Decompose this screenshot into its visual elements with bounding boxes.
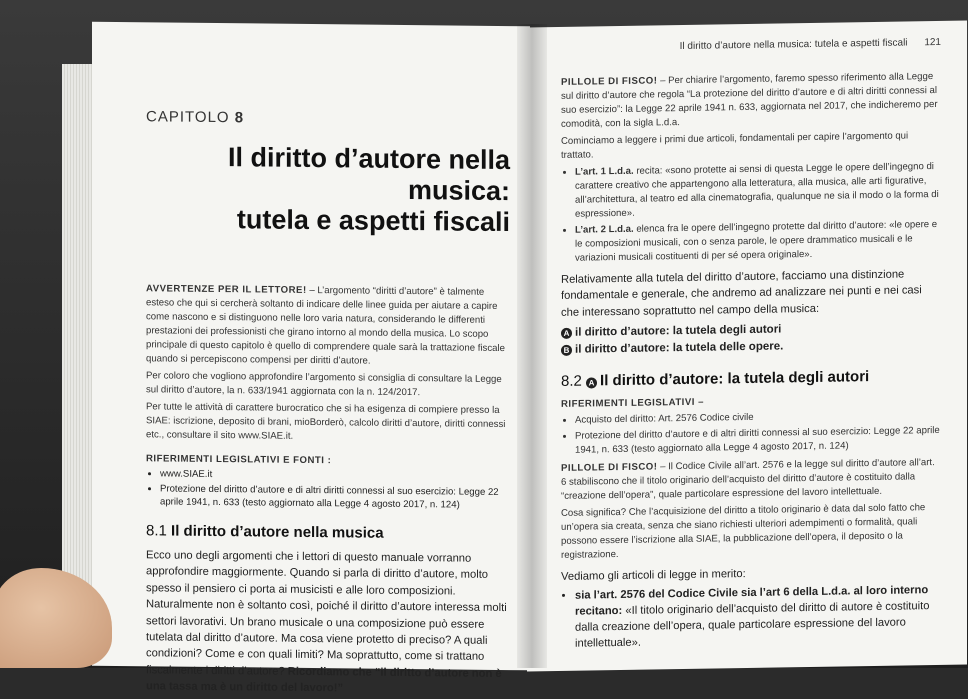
chapter-label bbox=[146, 108, 510, 129]
letter-a-icon: A bbox=[561, 328, 572, 339]
tax-tips-2-heading: PILLOLE DI FISCO! bbox=[561, 461, 658, 475]
warning-heading: AVVERTENZE PER IL LETTORE! bbox=[146, 283, 307, 296]
point-list bbox=[561, 319, 941, 359]
refs-item: • www.SIAE.it bbox=[160, 467, 510, 484]
running-head-title: Il diritto d’autore nella musica: tutela e aspetti fiscali bbox=[679, 37, 908, 53]
intro-paragraph: Relativamente alla tutela del diritto d’autore, facciamo una distinzione fondamentale e generale, che andremo ad analizzare nei punti e nei casi che interessano soprattutto nel campo della musica: bbox=[561, 268, 922, 319]
letter-b-icon: B bbox=[561, 345, 572, 356]
tax-tips-box bbox=[561, 70, 941, 266]
chapter-number: 8 bbox=[234, 109, 245, 127]
left-page bbox=[92, 22, 530, 695]
point-a: A il diritto d’autore: la tutela degli autori bbox=[561, 319, 941, 342]
highlight-quote: Ricordiamo che “il diritto d’autore non è una tassa ma è un diritto del lavoro!” bbox=[146, 665, 502, 695]
chapter-title-line2: tutela e aspetti fiscali bbox=[236, 204, 510, 238]
tax-tips-2-paragraph: PILLOLE DI FISCO! – Il Codice Civile all’art. 2576 e la legge sul diritto d’autore all’art. 6 stabiliscono che il titolo originario dell’acquisto del diritto d’autore è costituito dalla “creazione dell’opera”, quale particolare espressione del lavoro intellettuale. bbox=[561, 457, 935, 503]
chapter-title-line1: Il diritto d’autore nella musica: bbox=[227, 142, 510, 207]
warning-paragraph-2: Per coloro che vogliono approfondire l’argomento si consiglia di consultare la Legge sul diritto d’autore, la n. 633/1941 aggiornata con la n. 124/2017. bbox=[146, 370, 502, 399]
legislative-references bbox=[146, 452, 510, 512]
refs-item: • Protezione del diritto d’autore e di altri diritti connessi al suo esercizio: Legge 22 aprile 1941, n. 633 (testo aggiornato alla Legge 4 agosto 2017, n. 124) bbox=[160, 482, 510, 512]
refs-heading: RIFERIMENTI LEGISLATIVI E FONTI : bbox=[146, 453, 332, 467]
articles-list bbox=[561, 160, 941, 266]
refs-item: • Protezione del diritto d’autore e di altri diritti connessi al suo esercizio: Legge 22 aprile 1941, n. 633 (testo aggiornato alla Legge 4 agosto 2017, n. 124) bbox=[575, 424, 941, 458]
see-articles: Vediamo gli articoli di legge in merito: bbox=[561, 568, 746, 584]
letter-a-icon: A bbox=[586, 378, 597, 389]
article-quote-item: • sia l’art. 2576 del Codice Civile sia l’art 6 della L.d.a. al loro interno recitano: «Il titolo originario dell’acquisto del diritto di autore è costituito dalla creazione dell’opera, quale particolare espressione del lavoro intellettuale». bbox=[575, 582, 941, 652]
refs-list bbox=[146, 467, 510, 512]
article-2-item: • L’art. 2 L.d.a. elenca fra le opere dell’ingegno protette dal diritto d’autore: «le opere e le composizioni musicali, con o senza parole, le opere drammatico musicali e le variazioni musicali costituenti di per sé opera originale». bbox=[575, 218, 941, 266]
section-body: Ecco uno degli argomenti che i lettori di questo manuale vorranno approfondire maggiormente. Quando si parla di diritto d’autore, molto spesso il pensiero ci porta ai musicisti e alle loro composizioni. Naturalmente non è soltanto così, poiché il diritto d’autore interessa molti settori lavorativi. Un brano musicale o una composizione può essere tutelata dal diritto d’autore. Ma cosa viene protetto di preciso? A quali condizioni? Come e con quali limiti? Ma soprattutto, come si trattano fiscalmente i diritti d’autore? Ricordiamo che “il diritto d’autore non è una tassa ma è un diritto del lavoro!” bbox=[146, 549, 507, 695]
refs-heading-2: RIFERIMENTI LEGISLATIVI – bbox=[561, 396, 704, 411]
running-header bbox=[561, 37, 941, 54]
warning-paragraph-3: Per tutte le attività di carattere burocratico che si ha esigenza di compiere presso la SIAE: iscrizione, deposito di brani, mioBorderò, calcolo diritti d’autore, diritti connessi etc., consultare il sito www.SIAE.it. bbox=[146, 401, 506, 442]
chapter-word: CAPITOLO bbox=[146, 108, 230, 127]
right-page bbox=[527, 21, 967, 672]
section-heading-8-1: 8.1 Il diritto d’autore nella musica bbox=[146, 522, 384, 542]
tax-tips-heading: PILLOLE DI FISCO! bbox=[561, 75, 658, 88]
book-gutter bbox=[517, 24, 547, 668]
legislative-references-2 bbox=[561, 392, 941, 458]
reader-warning bbox=[146, 282, 510, 446]
tax-tips-paragraph: PILLOLE DI FISCO! – Per chiarire l’argomento, faremo spesso riferimento alla Legge sul diritto d’autore che regola “La protezione del diritto d’autore e di altri diritti connessi al suo esercizio”: la Legge 22 aprile 1941 n. 633, aggiornata nel 2017, che indicheremo per comodità, con la sigla L.d.a. bbox=[561, 71, 938, 130]
refs-item: • Acquisto del diritto: Art. 2576 Codice civile bbox=[575, 408, 941, 428]
page-number: 121 bbox=[924, 36, 941, 49]
tax-tips-2-paragraph-2: Cosa significa? Che l’acquisizione del diritto a titolo originario è data dal solo fatto che un’opera sia creata, senza che siano richiesti ulteriori adempimenti o formalità, quali possono essere l’iscrizione alla SIAE, la pubblicazione dell’opera, il deposito o la registrazione. bbox=[561, 502, 926, 562]
article-1-item: • L’art. 1 L.d.a. recita: «sono protette ai sensi di questa Legge le opere dell’ingegno di carattere creativo che appartengono alla letteratura, alla musica, alle arti figurative, all’architettura, al teatro ed alla cinematografia, qualunque ne sia il modo o la forma di espressione». bbox=[575, 160, 941, 222]
open-book bbox=[62, 24, 941, 695]
refs-list-2 bbox=[561, 408, 941, 458]
tax-tips-paragraph-2: Cominciamo a leggere i primi due articoli, fondamentali per capire l’argomento qui trattato. bbox=[561, 130, 909, 161]
article-quote-list bbox=[561, 582, 941, 652]
section-heading-8-2: 8.2 A Il diritto d’autore: la tutela degli autori bbox=[561, 368, 870, 391]
warning-paragraph-1: AVVERTENZE PER IL LETTORE! – L’argomento “diritti d’autore” è talmente esteso che qui si cercherà soltanto di indicare delle linee guida per aiutare a capire come nascono e si distinguono nelle loro varia natura, considerando le differenti prestazioni dei professionisti che girano intorno al mondo della musica. Lo scopo principale di questo capitolo è quello di comprendere quale sarà la trattazione fiscale quando si percepiscono compensi per diritti d’autore. bbox=[146, 283, 505, 367]
point-b: B il diritto d’autore: la tutela delle opere. bbox=[561, 336, 941, 359]
chapter-title bbox=[146, 141, 510, 238]
tax-tips-box-2 bbox=[561, 456, 941, 563]
